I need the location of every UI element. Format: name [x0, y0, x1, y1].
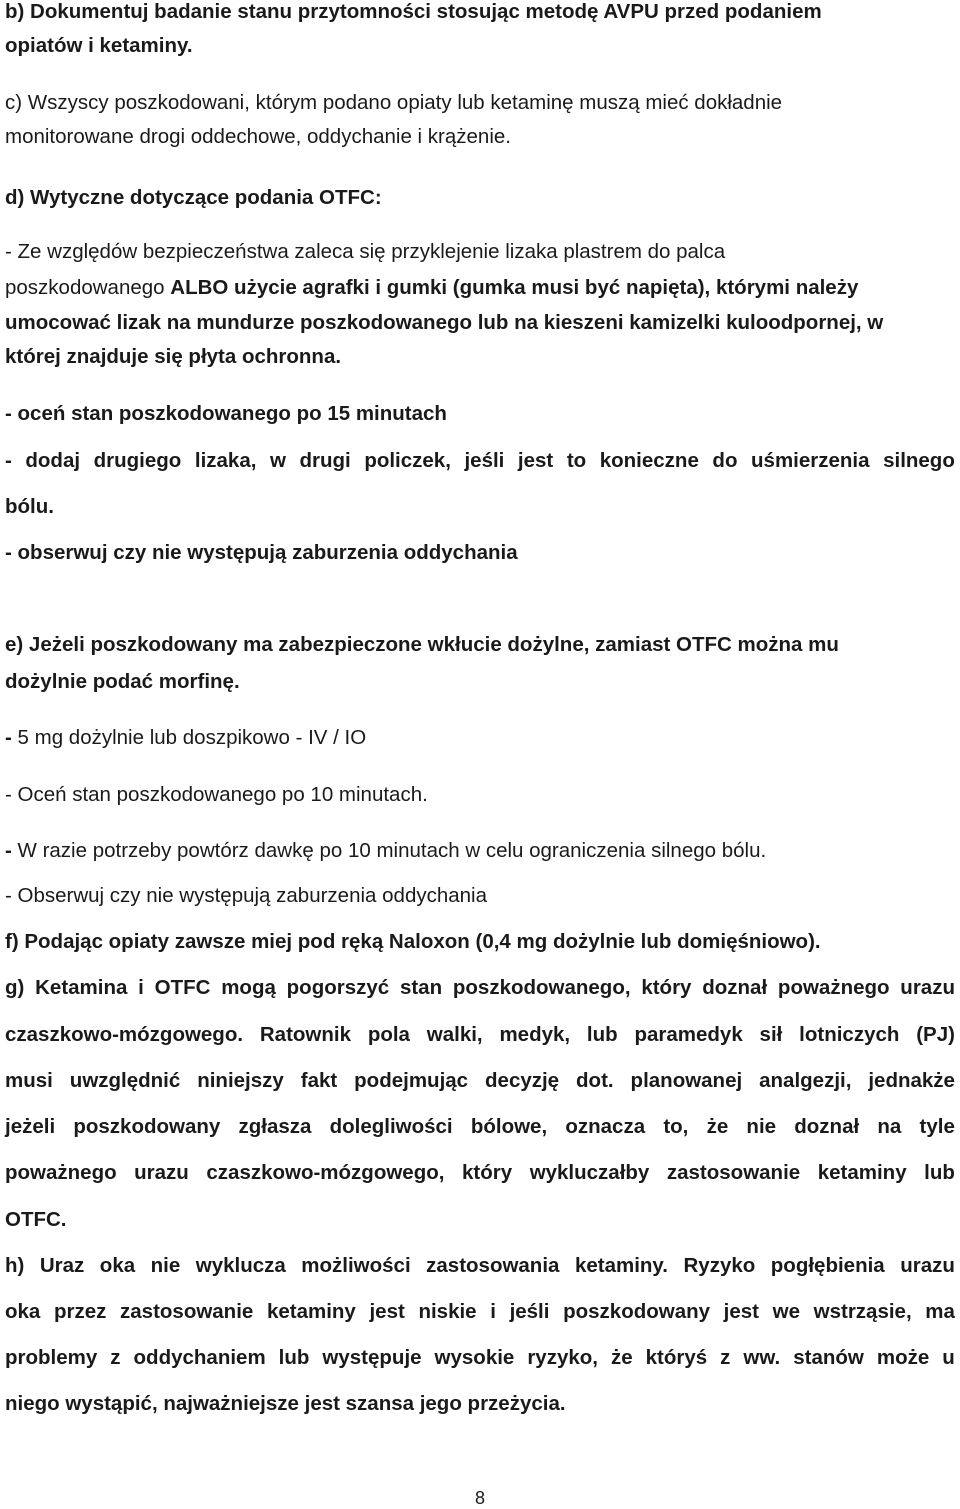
word: wysokie	[434, 1346, 515, 1369]
word: bólowe,	[470, 1115, 548, 1138]
text-line: c) Wszyscy poszkodowani, którym podano opiaty lub ketaminę muszą mieć dokładnie	[5, 91, 783, 114]
text-line-justified	[5, 449, 955, 473]
text-line: której znajduje się płyta ochronna.	[5, 345, 342, 368]
text-line-justified	[5, 1115, 955, 1139]
word: podejmując	[354, 1069, 469, 1092]
word: poszkodowanego,	[452, 976, 631, 999]
word: lizaka,	[194, 449, 257, 472]
word: nie	[746, 1115, 777, 1138]
text-line: bólu.	[5, 495, 54, 518]
text-span: ALBO użycie agrafki i gumki (gumka musi być napięta), którymi należy	[170, 276, 859, 299]
word: niskie	[418, 1300, 477, 1323]
word: który	[641, 976, 692, 999]
word: walki,	[426, 1023, 483, 1046]
word: to	[566, 449, 587, 472]
word: konieczne	[599, 449, 699, 472]
word: policzek,	[364, 449, 451, 472]
word: medyk,	[499, 1023, 571, 1046]
word: uwzględnić	[69, 1069, 181, 1092]
word: g)	[5, 976, 25, 999]
word: poważnego	[777, 976, 890, 999]
word: oznacza	[565, 1115, 646, 1138]
word: analgezji,	[759, 1069, 852, 1092]
word: stan	[399, 976, 443, 999]
word: fakt	[300, 1069, 338, 1092]
word: paramedyk	[634, 1023, 743, 1046]
word: u	[942, 1346, 955, 1369]
text-line-justified	[5, 1254, 955, 1278]
text-line: monitorowane drogi oddechowe, oddychanie i krążenie.	[5, 125, 511, 148]
word: pola	[367, 1023, 410, 1046]
word: pogorszyć	[286, 976, 390, 999]
word: Ratownik	[259, 1023, 351, 1046]
word: oddychaniem	[133, 1346, 266, 1369]
word: drugiego	[93, 449, 182, 472]
text-span: -	[5, 726, 12, 749]
word: sił	[759, 1023, 783, 1046]
text-line	[5, 276, 955, 300]
text-span: -	[5, 839, 12, 862]
word: czaszkowo-mózgowego,	[206, 1161, 445, 1184]
word: dot.	[576, 1069, 614, 1092]
word: urazu	[134, 1161, 189, 1184]
word: na	[877, 1115, 902, 1138]
word: doznał	[794, 1115, 860, 1138]
word: Uraz	[39, 1254, 85, 1277]
word: że	[706, 1115, 729, 1138]
text-line: f) Podając opiaty zawsze miej pod ręką Naloxon (0,4 mg dożylnie lub domięśniowo).	[5, 930, 821, 953]
page-number: 8	[474, 1488, 485, 1508]
word: problemy	[5, 1346, 98, 1369]
word: któryś	[645, 1346, 708, 1369]
text-line-justified	[5, 976, 955, 1000]
text-line: umocować lizak na mundurze poszkodowanego lub na kieszeni kamizelki kuloodpornej, w	[5, 311, 884, 334]
text-line: b) Dokumentuj badanie stanu przytomności stosując metodę AVPU przed podaniem	[5, 0, 822, 23]
word: ww.	[743, 1346, 781, 1369]
text-span: poszkodowanego	[5, 276, 165, 299]
text-span: W razie potrzeby powtórz dawkę po 10 minutach w celu ograniczenia silnego bólu.	[17, 839, 767, 862]
word: do	[712, 449, 738, 472]
word: urazu	[900, 1254, 955, 1277]
word: jest	[369, 1300, 405, 1323]
word: tyle	[919, 1115, 955, 1138]
word: z	[110, 1346, 121, 1369]
word: wyklucza	[195, 1254, 286, 1277]
word: wstrząsie,	[813, 1300, 912, 1323]
word: poważnego	[5, 1161, 117, 1184]
word: czaszkowo-mózgowego.	[5, 1023, 244, 1046]
word: niniejszy	[197, 1069, 284, 1092]
word: może	[876, 1346, 930, 1369]
word: OTFC	[154, 976, 211, 999]
word: drugi	[299, 449, 351, 472]
word: oka	[5, 1300, 41, 1323]
word: w	[269, 449, 286, 472]
word: decyzję	[485, 1069, 560, 1092]
word: przez	[53, 1300, 107, 1323]
word: pogłębienia	[770, 1254, 885, 1277]
text-line-justified	[5, 1023, 955, 1047]
word: (PJ)	[916, 1023, 955, 1046]
word: który	[462, 1161, 513, 1184]
word: Ketamina	[35, 976, 128, 999]
word: silnego	[883, 449, 955, 472]
text-line: - obserwuj czy nie występują zaburzenia oddychania	[5, 541, 518, 564]
text-line: - Obserwuj czy nie występują zaburzenia oddychania	[5, 884, 488, 907]
word: możliwości	[301, 1254, 411, 1277]
text-line-justified	[5, 1300, 955, 1324]
word: i	[490, 1300, 496, 1323]
text-line	[5, 839, 955, 863]
section-heading: d) Wytyczne dotyczące podania OTFC:	[5, 186, 382, 209]
word: ketaminy	[817, 1161, 907, 1184]
text-line: OTFC.	[5, 1208, 67, 1231]
word: we	[772, 1300, 800, 1323]
word: występuje	[322, 1346, 422, 1369]
word: wykluczałby	[529, 1161, 650, 1184]
text-line: opiatów i ketaminy.	[5, 34, 193, 57]
word: lotniczych	[799, 1023, 900, 1046]
word: i	[138, 976, 144, 999]
word: ketaminy.	[574, 1254, 668, 1277]
text-line: - oceń stan poszkodowanego po 15 minutach	[5, 402, 447, 425]
word: lub	[924, 1161, 955, 1184]
word: zastosowanie	[666, 1161, 801, 1184]
text-line: e) Jeżeli poszkodowany ma zabezpieczone wkłucie dożylne, zamiast OTFC można mu	[5, 633, 839, 656]
word: ma	[925, 1300, 955, 1323]
word: dodaj	[25, 449, 81, 472]
word: poszkodowany	[563, 1300, 711, 1323]
word: Ryzyko	[683, 1254, 756, 1277]
word: dolegliwości	[329, 1115, 453, 1138]
text-line-justified	[5, 1069, 955, 1093]
word: oka	[99, 1254, 136, 1277]
word: musi	[5, 1069, 53, 1092]
word: jeżeli	[5, 1115, 56, 1138]
word: że	[610, 1346, 633, 1369]
word: zastosowania	[426, 1254, 560, 1277]
text-line	[5, 726, 955, 750]
word: ryzyko,	[527, 1346, 598, 1369]
text-line-justified	[5, 1161, 955, 1185]
word: lub	[278, 1346, 310, 1369]
text-line: dożylnie podać morfinę.	[5, 670, 240, 693]
word: uśmierzenia	[751, 449, 870, 472]
word: to,	[663, 1115, 689, 1138]
text-span: 5 mg dożylnie lub doszpikowo - IV / IO	[17, 726, 367, 749]
word: zastosowanie	[120, 1300, 254, 1323]
word: ketaminy	[266, 1300, 356, 1323]
word: nie	[150, 1254, 181, 1277]
text-line-justified	[5, 1346, 955, 1370]
word: stanów	[793, 1346, 864, 1369]
word: jest	[517, 449, 554, 472]
word: jeśli	[509, 1300, 550, 1323]
word: zgłasza	[238, 1115, 312, 1138]
word: poszkodowany	[73, 1115, 221, 1138]
word: z	[720, 1346, 731, 1369]
text-line: - Oceń stan poszkodowanego po 10 minutach.	[5, 783, 428, 806]
text-line: - Ze względów bezpieczeństwa zaleca się przyklejenie lizaka plastrem do palca	[5, 240, 726, 263]
word: jednakże	[868, 1069, 955, 1092]
word: planowanej	[630, 1069, 743, 1092]
word: -	[5, 449, 12, 472]
text-line: niego wystąpić, najważniejsze jest szansa jego przeżycia.	[5, 1392, 566, 1415]
word: jeśli	[464, 449, 505, 472]
word: jest	[723, 1300, 759, 1323]
word: urazu	[900, 976, 955, 999]
word: mogą	[221, 976, 276, 999]
word: doznał	[702, 976, 768, 999]
word: h)	[5, 1254, 25, 1277]
word: lub	[586, 1023, 618, 1046]
